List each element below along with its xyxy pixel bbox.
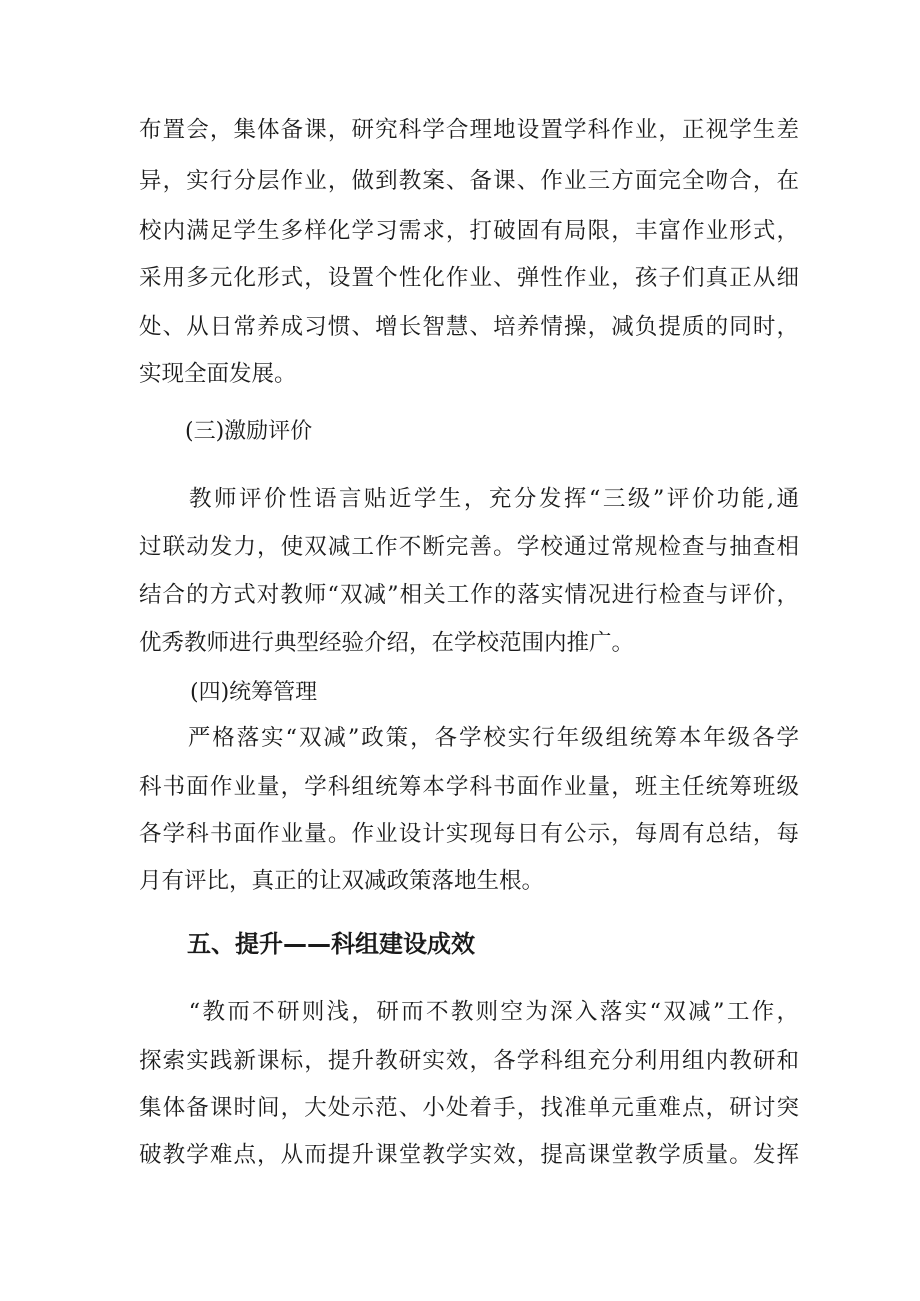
paragraph-line: 优秀教师进行典型经验介绍，在学校范围内推广。 (139, 630, 635, 656)
paragraph-line: 异，实行分层作业，做到教案、备课、作业三方面完全吻合，在 (139, 168, 799, 194)
paragraph-line: 严格落实“双减”政策，各学校实行年级组统筹本年级各学 (139, 725, 799, 751)
paragraph-line: 破教学难点，从而提升课堂教学实效，提高课堂教学质量。发挥 (139, 1142, 799, 1168)
paragraph-line: 集体备课时间，大处示范、小处着手，找准单元重难点，研讨突 (139, 1095, 799, 1121)
paragraph-line: 校内满足学生多样化学习需求，打破固有局限，丰富作业形式， (139, 218, 799, 244)
subsection-heading-incentive-evaluation: (三)激励评价 (185, 419, 313, 444)
paragraph-line: 结合的方式对教师“双减”相关工作的落实情况进行检查与评价， (139, 582, 799, 608)
paragraph-line: 过联动发力，使双减工作不断完善。学校通过常规检查与抽查相 (139, 534, 799, 560)
paragraph-line: 实现全面发展。 (139, 361, 297, 387)
section-heading-subject-group-building: 五、提升——科组建设成效 (187, 930, 475, 958)
paragraph-line: 科书面作业量，学科组统筹本学科书面作业量，班主任统筹班级 (139, 774, 799, 800)
paragraph-line: 探索实践新课标，提升教研实效，各学科组充分利用组内教研和 (139, 1048, 799, 1074)
paragraph-line: 采用多元化形式，设置个性化作业、弹性作业，孩子们真正从细 (139, 265, 799, 291)
subsection-heading-overall-management: (四)统筹管理 (190, 680, 318, 705)
paragraph-line: 布置会，集体备课，研究科学合理地设置学科作业，正视学生差 (139, 117, 799, 143)
paragraph-line: 教师评价性语言贴近学生，充分发挥“三级”评价功能,通 (139, 486, 799, 512)
paragraph-line: 各学科书面作业量。作业设计实现每日有公示，每周有总结，每 (139, 821, 799, 847)
paragraph-line: 处、从日常养成习惯、增长智慧、培养情操，减负提质的同时， (139, 314, 799, 340)
paragraph-line: “教而不研则浅，研而不教则空为深入落实“双减”工作， (139, 999, 799, 1025)
paragraph-line: 月有评比，真正的让双减政策落地生根。 (139, 868, 545, 894)
